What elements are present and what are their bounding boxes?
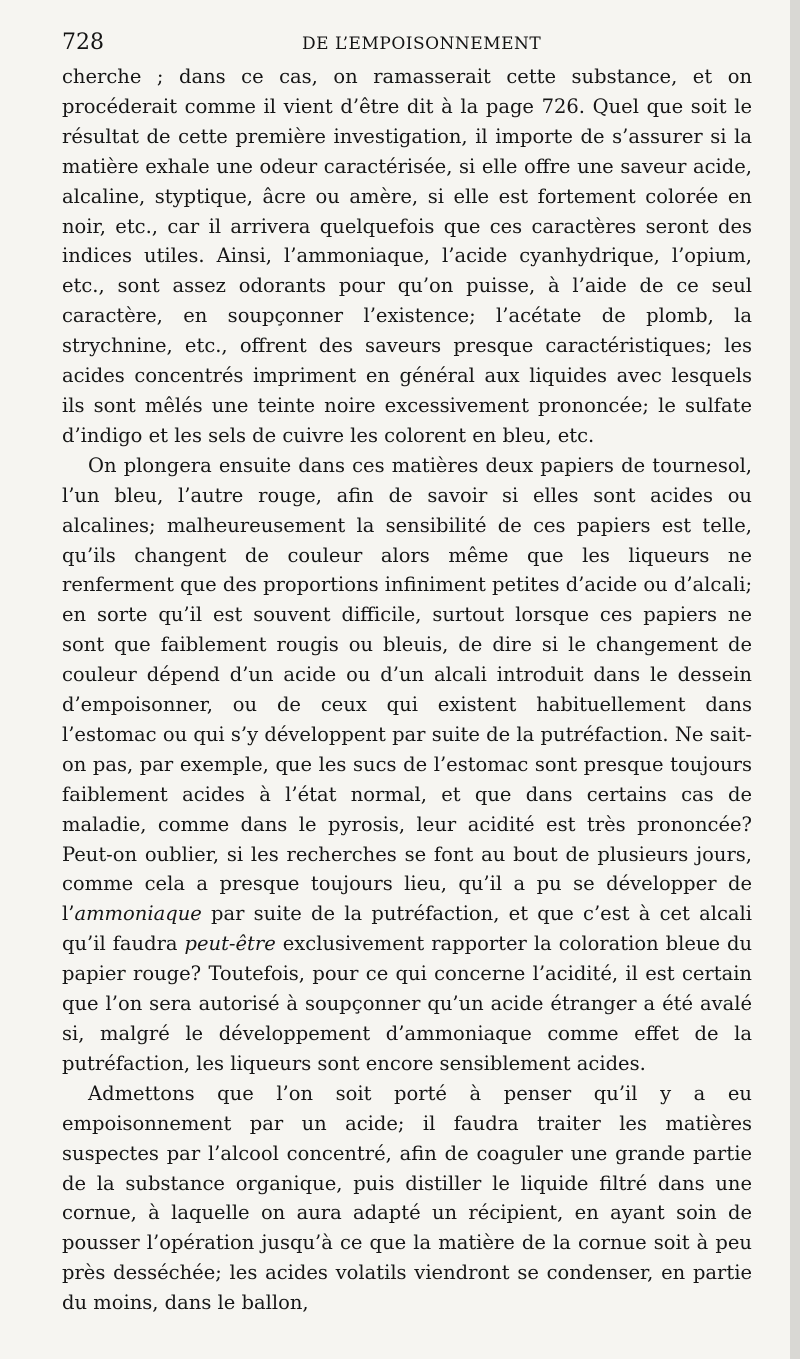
paragraph [62,62,752,451]
paragraph [62,451,752,1079]
text-segment: On plongera ensuite dans ces matières deux papiers de tournesol, l’un bleu, l’autre rouge, afin de savoir si elles sont acides ou alcalines; malheureusement la sensibilité de ces papiers est telle, qu’ils changent de couleur alors même que les liqueurs ne renferment que des proportions infiniment petites d’acide ou d’alcali; en sorte qu’il est souvent difficile, surtout lorsque ces papiers ne sont que faiblement rougis ou bleuis, de dire si le changement de couleur dépend d’un acide ou d’un alcali introduit dans le dessein d’empoisonner, ou de ceux qui existent habituellement dans l’estomac ou qui s’y développent par suite de la putréfaction. Ne sait-on pas, par exemple, que les sucs de l’estomac sont presque toujours faiblement acides à l’état normal, et que dans certains cas de maladie, comme dans le pyrosis, leur acidité est très prononcée? Peut-on oublier, si les recherches se font au bout de plusieurs jours, comme cela a presque toujours lieu, qu’il a pu se développer de l’ [62,453,753,926]
body-text [62,62,752,1318]
text-segment: Admettons que l’on soit porté à penser qu’il y a eu empoisonnement par un acide; il faudra traiter les matières suspectes par l’alcool concentré, afin de coaguler une grande partie de la substance organique, puis distiller le liquide filtré dans une cornue, à laquelle on aura adapté un récipient, en ayant soin de pousser l’opération jusqu’à ce que la matière de la cornue soit à peu près desséchée; les acides volatils viendront se condenser, en partie du moins, dans le ballon, [62,1081,752,1315]
paragraph [62,1079,752,1318]
italic-text: ammoniaque [74,902,202,926]
page-header [62,30,740,60]
italic-text: peut-être [184,932,276,956]
page-number: 728 [62,30,104,55]
running-title: DE L’EMPOISONNEMENT [302,34,542,54]
text-segment: cherche ; dans ce cas, on ramasserait cette substance, et on procéderait comme il vient d’être dit à la page 726. Quel que soit le résultat de cette première investigation, il importe de s’assurer si la matière exhale une odeur caractérisée, si elle offre une saveur acide, alcaline, styptique, âcre ou amère, si elle est fortement colorée en noir, etc., car il arrivera quelquefois que ces caractères seront des indices utiles. Ainsi, l’ammoniaque, l’acide cyanhydrique, l’opium, etc., sont assez odorants pour qu’on puisse, à l’aide de ce seul caractère, en soupçonner l’existence; l’acétate de plomb, la strychnine, etc., offrent des saveurs presque caractéristiques; les acides concentrés impriment en général aux liquides avec lesquels ils sont mêlés une teinte noire excessivement prononcée; le sulfate d’indigo et les sels de cuivre les colorent en bleu, etc. [62,65,752,447]
text-segment: par suite de la putréfaction, et que c’est à cet alcali qu’il faudra [62,902,752,956]
page-gutter [790,0,800,1359]
text-segment: exclusivement rapporter la coloration bleue du papier rouge? Toutefois, pour ce qui concerne l’acidité, il est certain que l’on sera autorisé à soupçonner qu’un acide étranger a été avalé si, malgré le développement d’ammoniaque comme effet de la putréfaction, les liqueurs sont encore sensiblement acides. [62,932,753,1075]
